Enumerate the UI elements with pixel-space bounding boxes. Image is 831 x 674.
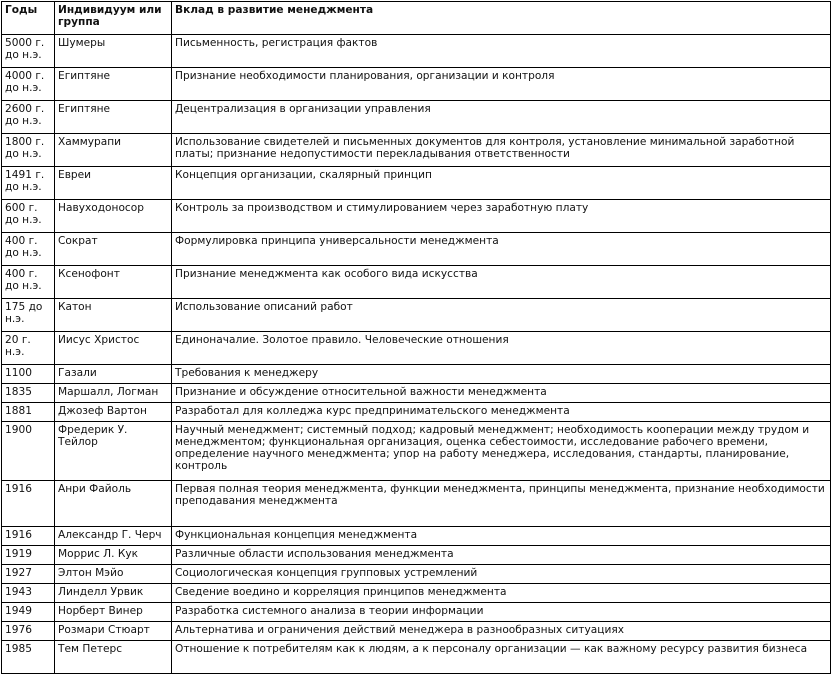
contribution-cell: Формулировка принципа универсальности менеджмента bbox=[172, 233, 831, 266]
year-cell: 4000 г. до н.э. bbox=[2, 68, 55, 101]
year-cell: 1943 bbox=[2, 584, 55, 603]
year-cell: 1800 г. до н.э. bbox=[2, 134, 55, 167]
individual-cell: Сократ bbox=[55, 233, 172, 266]
table-row bbox=[2, 167, 831, 200]
year-cell: 2600 г. до н.э. bbox=[2, 101, 55, 134]
individual-cell: Линделл Урвик bbox=[55, 584, 172, 603]
year-cell: 5000 г. до н.э. bbox=[2, 35, 55, 68]
contribution-cell: Социологическая концепция групповых устремлений bbox=[172, 565, 831, 584]
individual-cell: Фредерик У. Тейлор bbox=[55, 422, 172, 481]
year-cell: 400 г. до н.э. bbox=[2, 266, 55, 299]
year-cell: 1985 bbox=[2, 641, 55, 674]
contribution-cell: Единоначалие. Золотое правило. Человеческие отношения bbox=[172, 332, 831, 365]
year-cell: 1916 bbox=[2, 481, 55, 527]
individual-cell: Египтяне bbox=[55, 101, 172, 134]
contribution-cell: Письменность, регистрация фактов bbox=[172, 35, 831, 68]
year-cell: 1900 bbox=[2, 422, 55, 481]
table-row bbox=[2, 200, 831, 233]
individual-cell: Иисус Христос bbox=[55, 332, 172, 365]
contribution-cell: Использование свидетелей и письменных документов для контроля, установление минимальной заработной платы; признание недопустимости перекладывания ответственности bbox=[172, 134, 831, 167]
individual-cell: Розмари Стюарт bbox=[55, 622, 172, 641]
contribution-cell: Первая полная теория менеджмента, функции менеджмента, принципы менеджмента, признание необходимости преподавания менеджмента bbox=[172, 481, 831, 527]
individual-cell: Катон bbox=[55, 299, 172, 332]
individual-cell: Евреи bbox=[55, 167, 172, 200]
year-cell: 1100 bbox=[2, 365, 55, 384]
header-individual: Индивидуум или группа bbox=[55, 2, 172, 35]
year-cell: 600 г. до н.э. bbox=[2, 200, 55, 233]
contribution-cell: Функциональная концепция менеджмента bbox=[172, 527, 831, 546]
table-header bbox=[2, 2, 831, 35]
contribution-cell: Разработал для колледжа курс предпринимательского менеджмента bbox=[172, 403, 831, 422]
year-cell: 1976 bbox=[2, 622, 55, 641]
year-cell: 400 г. до н.э. bbox=[2, 233, 55, 266]
individual-cell: Газали bbox=[55, 365, 172, 384]
contribution-cell: Научный менеджмент; системный подход; кадровый менеджмент; необходимость кооперации между трудом и менеджментом; функциональная организация, оценка себестоимости, исследование рабочего времени, определение научного менеджмента; упор на работу менеджера, исследования, стандарты, планирование, контроль bbox=[172, 422, 831, 481]
table-row bbox=[2, 332, 831, 365]
table-row bbox=[2, 365, 831, 384]
table-row bbox=[2, 266, 831, 299]
individual-cell: Тем Петерс bbox=[55, 641, 172, 674]
table-row bbox=[2, 603, 831, 622]
individual-cell: Элтон Мэйо bbox=[55, 565, 172, 584]
individual-cell: Джозеф Вартон bbox=[55, 403, 172, 422]
individual-cell: Шумеры bbox=[55, 35, 172, 68]
year-cell: 1927 bbox=[2, 565, 55, 584]
contribution-cell: Использование описаний работ bbox=[172, 299, 831, 332]
individual-cell: Навуходоносор bbox=[55, 200, 172, 233]
contribution-cell: Разработка системного анализа в теории информации bbox=[172, 603, 831, 622]
contribution-cell: Различные области использования менеджмента bbox=[172, 546, 831, 565]
individual-cell: Норберт Винер bbox=[55, 603, 172, 622]
table-row bbox=[2, 622, 831, 641]
table-row bbox=[2, 584, 831, 603]
individual-cell: Хаммурапи bbox=[55, 134, 172, 167]
contribution-cell: Отношение к потребителям как к людям, а к персоналу организации — как важному ресурсу развития бизнеса bbox=[172, 641, 831, 674]
table-row bbox=[2, 565, 831, 584]
year-cell: 1949 bbox=[2, 603, 55, 622]
header-years: Годы bbox=[2, 2, 55, 35]
contribution-cell: Контроль за производством и стимулированием через заработную плату bbox=[172, 200, 831, 233]
table-row bbox=[2, 233, 831, 266]
year-cell: 1881 bbox=[2, 403, 55, 422]
individual-cell: Моррис Л. Кук bbox=[55, 546, 172, 565]
year-cell: 1835 bbox=[2, 384, 55, 403]
table-row bbox=[2, 527, 831, 546]
individual-cell: Анри Файоль bbox=[55, 481, 172, 527]
table-row bbox=[2, 481, 831, 527]
year-cell: 1491 г. до н.э. bbox=[2, 167, 55, 200]
table-row bbox=[2, 546, 831, 565]
contribution-cell: Признание и обсуждение относительной важности менеджмента bbox=[172, 384, 831, 403]
contribution-cell: Децентрализация в организации управления bbox=[172, 101, 831, 134]
contribution-cell: Признание менеджмента как особого вида искусства bbox=[172, 266, 831, 299]
year-cell: 1916 bbox=[2, 527, 55, 546]
contribution-cell: Требования к менеджеру bbox=[172, 365, 831, 384]
table-row bbox=[2, 384, 831, 403]
contribution-cell: Сведение воедино и корреляция принципов менеджмента bbox=[172, 584, 831, 603]
year-cell: 175 до н.э. bbox=[2, 299, 55, 332]
management-history-table bbox=[1, 1, 831, 674]
table-row bbox=[2, 422, 831, 481]
individual-cell: Ксенофонт bbox=[55, 266, 172, 299]
individual-cell: Египтяне bbox=[55, 68, 172, 101]
individual-cell: Александр Г. Черч bbox=[55, 527, 172, 546]
year-cell: 20 г. н.э. bbox=[2, 332, 55, 365]
table-row bbox=[2, 299, 831, 332]
table-row bbox=[2, 101, 831, 134]
contribution-cell: Концепция организации, скалярный принцип bbox=[172, 167, 831, 200]
table-row bbox=[2, 403, 831, 422]
individual-cell: Маршалл, Логман bbox=[55, 384, 172, 403]
table-row bbox=[2, 68, 831, 101]
header-row bbox=[2, 2, 831, 35]
table-body bbox=[2, 35, 831, 674]
header-contribution: Вклад в развитие менеджмента bbox=[172, 2, 831, 35]
table-row bbox=[2, 134, 831, 167]
contribution-cell: Признание необходимости планирования, организации и контроля bbox=[172, 68, 831, 101]
year-cell: 1919 bbox=[2, 546, 55, 565]
contribution-cell: Альтернатива и ограничения действий менеджера в разнообразных ситуациях bbox=[172, 622, 831, 641]
table-row bbox=[2, 35, 831, 68]
